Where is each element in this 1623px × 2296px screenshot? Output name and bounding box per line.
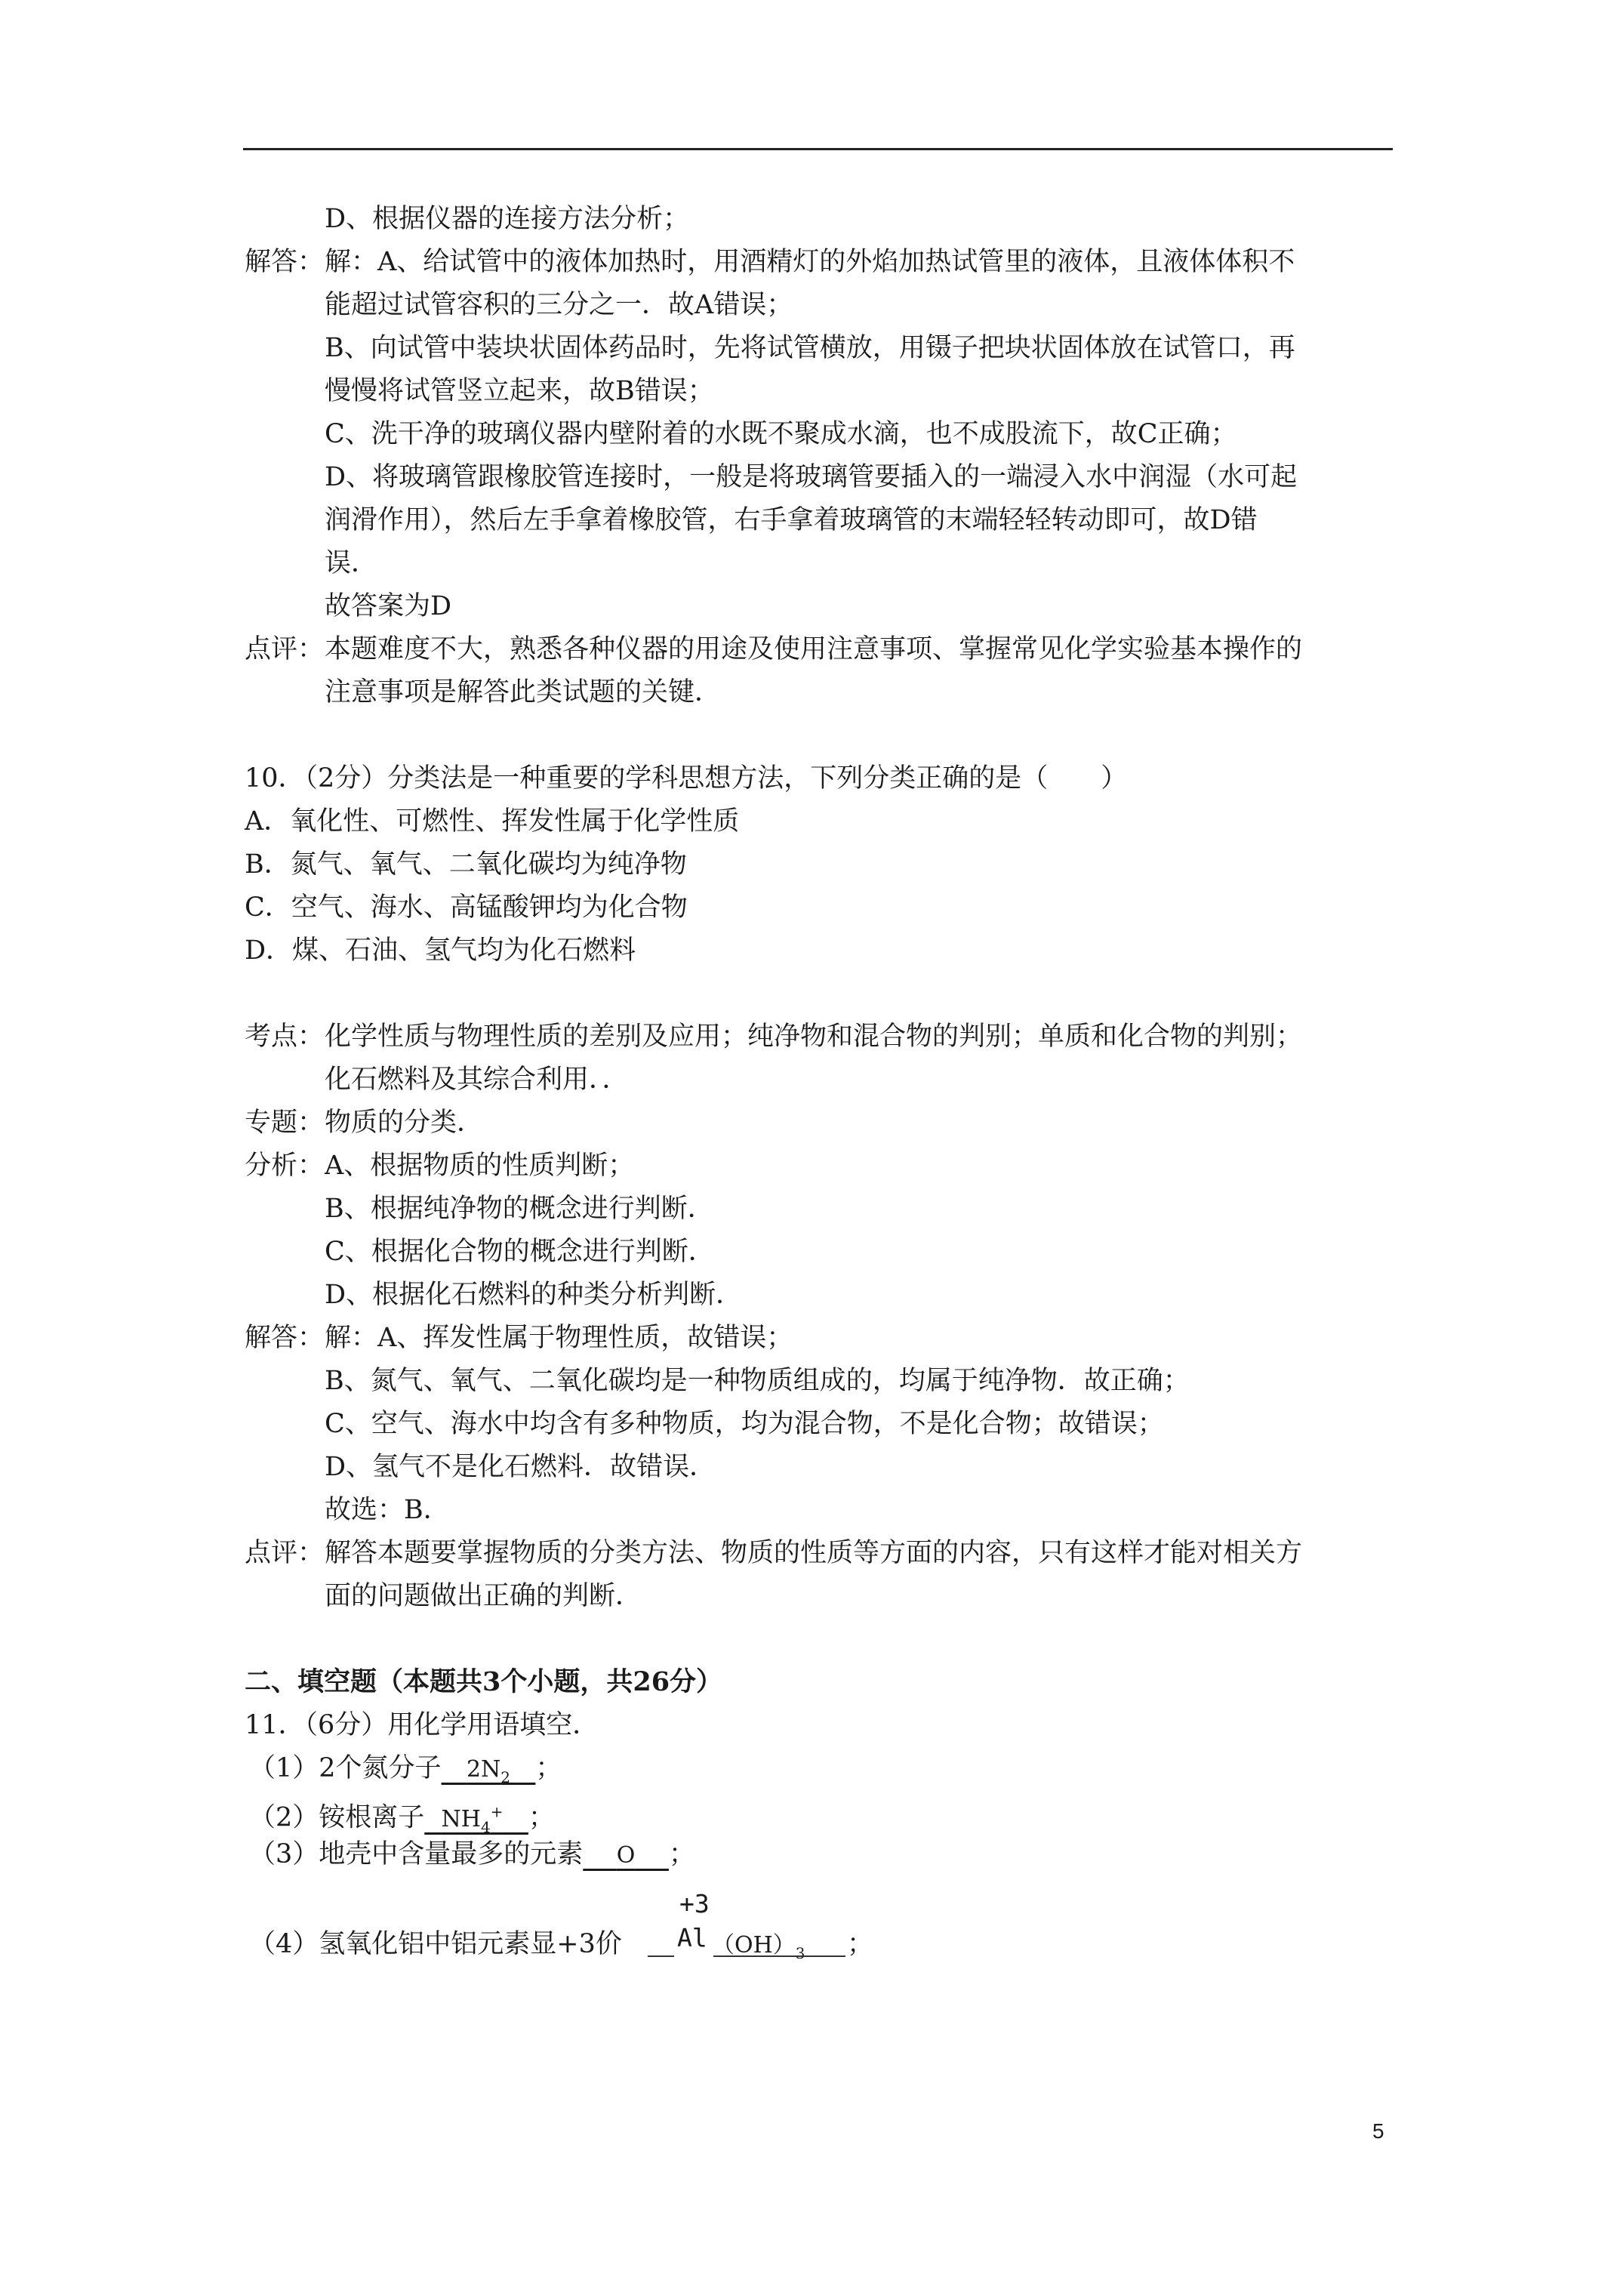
comment-label: 点评：: [245, 634, 325, 664]
aluminum-symbol: Al: [677, 1923, 707, 1952]
answer-text: 解：A、给试管中的液体加热时，用酒精灯的外焰加热试管里的液体，且液体体积不: [325, 247, 1295, 277]
zhuanti-section: [245, 1104, 483, 1142]
fill-item-3-answer: O: [616, 1842, 636, 1869]
option-b: B．氮气、氧气、二氧化碳均为纯净物: [245, 849, 687, 880]
jieda-conclusion: 故选：B．: [325, 1495, 450, 1525]
jieda-text: B、氮气、氧气、二氧化碳均是一种物质组成的，均属于纯净物．故正确；: [325, 1366, 1190, 1396]
fill-item-1: （1）2个氮分子 $2N_2$ ；: [249, 1753, 562, 1786]
jieda-text: 解：A、挥发性属于物理性质，故错误；: [325, 1323, 793, 1353]
fill-item-2-answer: $NH_4^+$: [441, 1802, 504, 1836]
dianping-label: 点评：: [245, 1538, 325, 1568]
answer-text: C、洗干净的玻璃仪器内壁附着的水既不聚成水滴，也不成股流下，故C正确；: [325, 419, 1237, 449]
jieda-section: [245, 1319, 793, 1357]
header-rule: [243, 148, 1393, 150]
question-11-stem: 11．（6分）用化学用语填空．: [245, 1710, 599, 1740]
fenxi-section: [245, 1147, 634, 1185]
analysis-line: D、根据仪器的连接方法分析；: [325, 204, 690, 234]
fill-item-4-semicolon: ；: [847, 1929, 874, 1959]
comment-text: 注意事项是解答此类试题的关键．: [325, 677, 722, 707]
fenxi-text: B、根据纯净物的概念进行判断．: [325, 1194, 714, 1224]
fill-item-4-blank-start: [648, 1955, 674, 1957]
option-d: D．煤、石油、氢气均为化石燃料: [245, 935, 636, 966]
section-heading: 二、填空题（本题共3个小题，共26分）: [245, 1666, 723, 1697]
fenxi-text: C、根据化合物的概念进行判断．: [325, 1237, 715, 1267]
comment-section: [245, 630, 1302, 668]
comment-text: 本题难度不大，熟悉各种仪器的用途及使用注意事项、掌握常见化学实验基本操作的: [325, 634, 1303, 664]
kaodian-label: 考点：: [245, 1022, 325, 1052]
fenxi-text: D、根据化石燃料的种类分析判断．: [325, 1280, 743, 1310]
answer-text: 误．: [325, 548, 378, 578]
fill-item-3-prompt: （3）地壳中含量最多的元素: [249, 1839, 584, 1869]
oxidation-state: +3: [679, 1889, 710, 1918]
fill-item-1-prompt: （1）2个氮分子: [249, 1753, 442, 1783]
answer-text: D、将玻璃管跟橡胶管连接时，一般是将玻璃管要插入的一端浸入水中润湿（水可起: [325, 462, 1298, 492]
fill-item-4-underline: [713, 1955, 845, 1957]
dianping-section: [245, 1534, 1302, 1572]
hydroxide-group: $(OH)_3$: [712, 1932, 805, 1962]
zhuanti-label: 专题：: [245, 1108, 325, 1138]
fill-item-4-prompt: （4）氢氧化铝中铝元素显+3价: [249, 1929, 622, 1959]
answer-text: 润滑作用），然后左手拿着橡胶管，右手拿着玻璃管的末端轻轻转动即可，故D错: [325, 505, 1258, 535]
answer-label: 解答：: [245, 247, 325, 277]
jieda-label: 解答：: [245, 1323, 325, 1353]
fill-item-3: （3）地壳中含量最多的元素 O ；: [249, 1839, 695, 1869]
answer-section: [245, 243, 1295, 281]
option-c: C．空气、海水、高锰酸钾均为化合物: [245, 892, 688, 923]
fill-item-2: （2）铵根离子 $NH_4^+$ ；: [249, 1802, 555, 1836]
dianping-text: 解答本题要掌握物质的分类方法、物质的性质等方面的内容，只有这样才能对相关方: [325, 1538, 1303, 1568]
fenxi-text: A、根据物质的性质判断；: [325, 1151, 635, 1181]
jieda-text: D、氢气不是化石燃料．故错误．: [325, 1452, 716, 1482]
answer-text: 能超过试管容积的三分之一．故A错误；: [325, 290, 793, 320]
kaodian-text: 化石燃料及其综合利用．．: [325, 1065, 629, 1095]
kaodian-text: 化学性质与物理性质的差别及应用；纯净物和混合物的判别；单质和化合物的判别；: [325, 1022, 1303, 1052]
zhuanti-text: 物质的分类．: [325, 1108, 484, 1138]
option-a: A．氧化性、可燃性、挥发性属于化学性质: [245, 806, 740, 837]
fill-item-2-prompt: （2）铵根离子: [249, 1802, 425, 1833]
fenxi-label: 分析：: [245, 1151, 325, 1181]
jieda-text: C、空气、海水中均含有多种物质，均为混合物，不是化合物；故错误；: [325, 1409, 1164, 1439]
fill-item-1-answer: $2N_2$: [466, 1756, 511, 1786]
answer-conclusion: 故答案为D: [325, 591, 452, 621]
question-10-stem: 10．（2分）分类法是一种重要的学科思想方法，下列分类正确的是（ ）: [245, 763, 1128, 794]
kaodian-section: [245, 1018, 1302, 1056]
answer-text: B、向试管中装块状固体药品时，先将试管横放，用镊子把块状固体放在试管口，再: [325, 333, 1295, 363]
dianping-text: 面的问题做出正确的判断．: [325, 1581, 642, 1611]
page-number: 5: [1372, 2119, 1384, 2143]
answer-text: 慢慢将试管竖立起来，故B错误；: [325, 376, 714, 406]
